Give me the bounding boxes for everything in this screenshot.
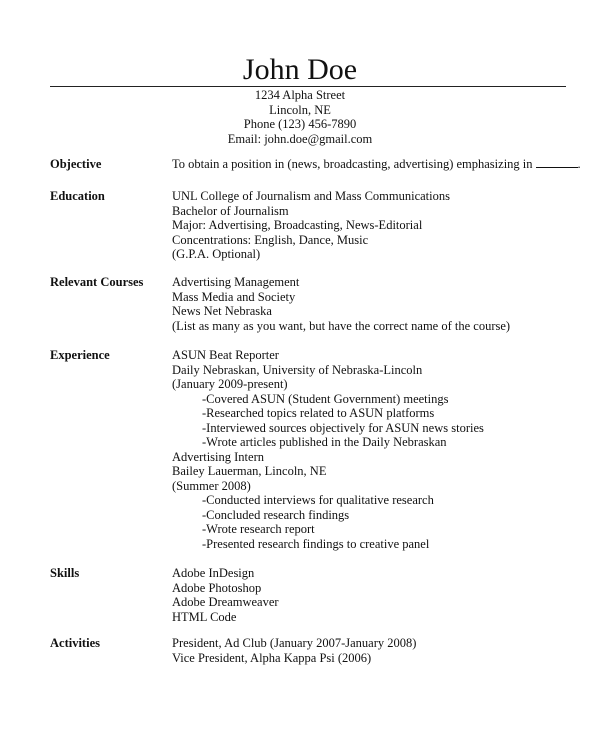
contact-block	[0, 88, 600, 146]
education-label: Education	[50, 189, 105, 203]
education-line: Bachelor of Journalism	[172, 203, 289, 218]
job-duty: -Presented research findings to creative panel	[202, 536, 430, 551]
address-line: 1234 Alpha Street	[254, 88, 346, 102]
job-duty: -Interviewed sources objectively for ASUN news stories	[202, 420, 484, 435]
skill-line: Adobe InDesign	[172, 566, 255, 580]
job-title: ASUN Beat Reporter	[172, 348, 279, 362]
job-dates: (Summer 2008)	[172, 478, 251, 493]
job-duty: -Covered ASUN (Student Government) meetings	[202, 391, 449, 406]
objective-line	[172, 157, 592, 172]
job-employer: Daily Nebraskan, University of Nebraska-Lincoln	[172, 362, 423, 377]
resume-name: John Doe	[242, 53, 358, 86]
course-line: Mass Media and Society	[172, 289, 296, 304]
city-line: Lincoln, NE	[269, 102, 331, 117]
job-dates: (January 2009-present)	[172, 377, 288, 391]
courses-label: Relevant Courses	[50, 275, 144, 289]
education-line: UNL College of Journalism and Mass Communications	[172, 189, 450, 203]
activity-line: Vice President, Alpha Kappa Psi (2006)	[172, 650, 372, 665]
activity-line: President, Ad Club (January 2007-January 2008)	[172, 636, 417, 650]
course-line: (List as many as you want, but have the correct name of the course)	[172, 318, 511, 333]
course-line: News Net Nebraska	[172, 304, 272, 318]
education-line: (G.P.A. Optional)	[172, 247, 261, 261]
job-duty: -Wrote research report	[202, 522, 315, 536]
objective-blank	[536, 157, 578, 168]
objective-text: To obtain a position in (news, broadcasting, advertising) emphasizing in	[172, 157, 533, 171]
job-title: Advertising Intern	[172, 449, 264, 464]
job-duty: -Wrote articles published in the Daily Nebraskan	[202, 435, 447, 449]
objective-label: Objective	[50, 157, 102, 171]
activities-label: Activities	[50, 636, 100, 650]
objective-content	[172, 157, 592, 172]
activities-content	[172, 636, 592, 665]
skill-line: Adobe Dreamweaver	[172, 595, 279, 609]
experience-content	[172, 348, 592, 551]
skill-line: HTML Code	[172, 609, 237, 624]
experience-label: Experience	[50, 348, 110, 362]
job-employer: Bailey Lauerman, Lincoln, NE	[172, 464, 327, 478]
education-line: Major: Advertising, Broadcasting, News-Editorial	[172, 218, 423, 232]
objective-tail: .	[577, 157, 581, 171]
email-line: Email: john.doe@gmail.com	[227, 131, 373, 146]
skills-content	[172, 566, 592, 624]
courses-content	[172, 275, 592, 333]
job-duty: -Researched topics related to ASUN platforms	[202, 406, 435, 420]
header-divider	[50, 86, 566, 87]
phone-line: Phone (123) 456-7890	[243, 117, 357, 131]
course-line: Advertising Management	[172, 275, 300, 289]
skills-label: Skills	[50, 566, 80, 580]
education-content	[172, 189, 592, 262]
skill-line: Adobe Photoshop	[172, 580, 262, 595]
job-duty: -Conducted interviews for qualitative research	[202, 493, 434, 507]
education-line: Concentrations: English, Dance, Music	[172, 232, 369, 247]
job-duty: -Concluded research findings	[202, 507, 350, 522]
